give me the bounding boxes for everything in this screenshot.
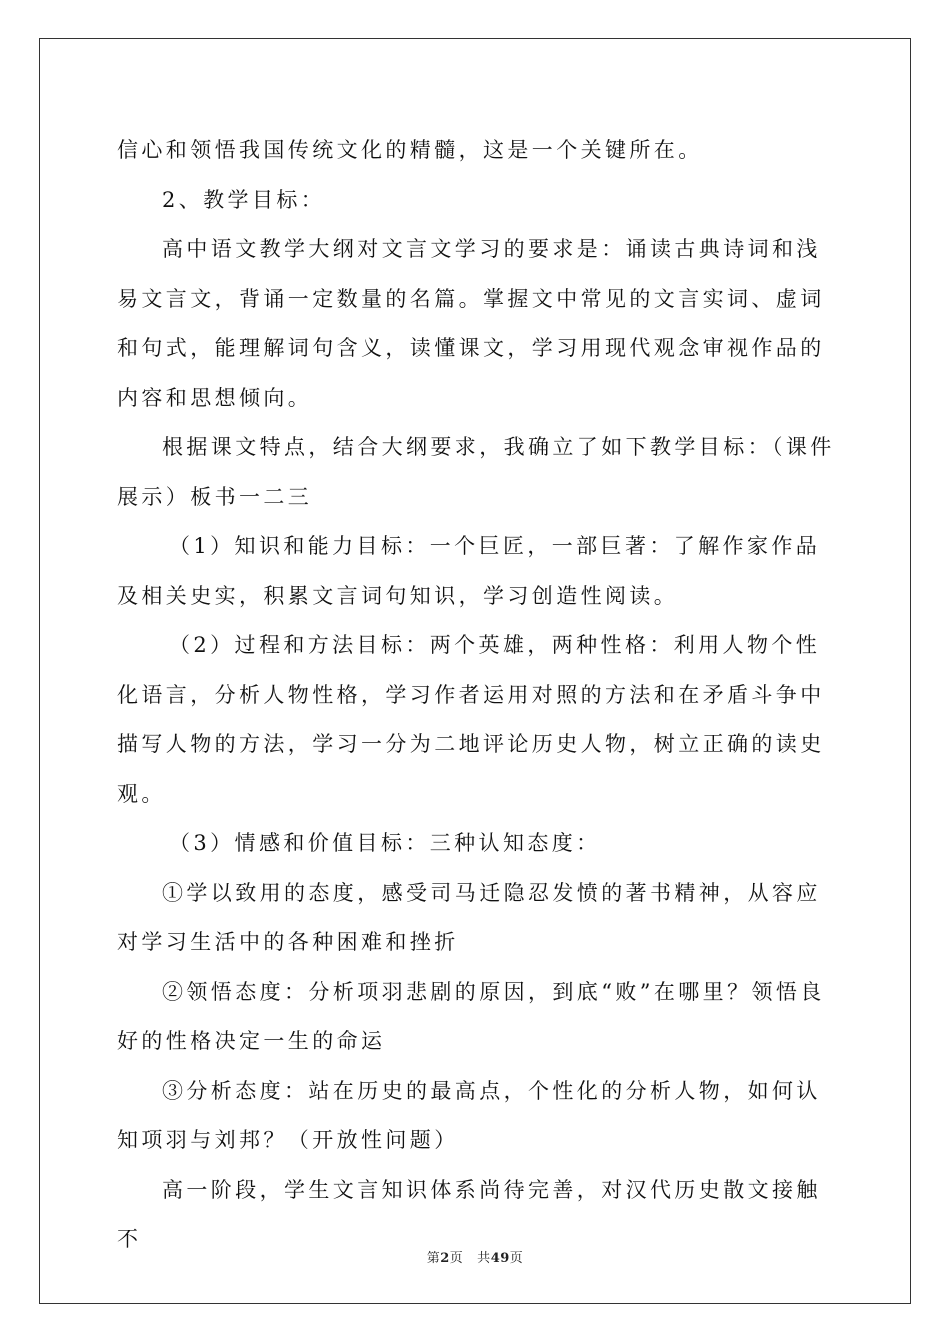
paragraph-student-analysis: 高一阶段，学生文言知识体系尚待完善，对汉代历史散文接触不 — [117, 1177, 821, 1251]
attitude-item-2: ②领悟态度：分析项羽悲剧的原因，到底“败”在哪里？领悟良好的性格决定一生的命运 — [117, 979, 825, 1053]
goal-knowledge-ability: （1）知识和能力目标：一个巨匠，一部巨著：了解作家作品及相关史实，积累文言词句知识，学习创造性阅读。 — [117, 534, 821, 608]
footer-page-number: 2 — [440, 1251, 450, 1266]
goal-process-method: （2）过程和方法目标：两个英雄，两种性格：利用人物个性化语言，分析人物性格，学习作者运用对照的方法和在矛盾斗争中描写人物的方法，学习一分为二地评论历史人物，树立正确的读史观。 — [117, 633, 825, 806]
paragraph-goals-intro: 根据课文特点，结合大纲要求，我确立了如下教学目标：（课件展示）板书一二三 — [117, 435, 835, 509]
paragraph-continuation: 信心和领悟我国传统文化的精髓，这是一个关键所在。 — [117, 138, 703, 162]
footer-page-suffix: 页 — [449, 1251, 464, 1266]
attitude-item-1: ①学以致用的态度，感受司马迁隐忍发愤的著书精神，从容应对学习生活中的各种困难和挫折 — [117, 880, 821, 954]
footer-total-prefix: 共 — [477, 1251, 491, 1266]
page-footer — [0, 1247, 950, 1266]
document-body — [117, 126, 837, 1265]
section-heading-teaching-goals: 2、教学目标： — [162, 187, 326, 212]
attitude-item-3: ③分析态度：站在历史的最高点，个性化的分析人物，如何认知项羽与刘邦？（开放性问题） — [117, 1078, 821, 1152]
footer-total-suffix: 页 — [509, 1251, 524, 1266]
goal-emotion-value: （3）情感和价值目标：三种认知态度： — [169, 831, 601, 855]
paragraph-syllabus-requirements: 高中语文教学大纲对文言文学习的要求是：诵读古典诗词和浅易文言文，背诵一定数量的名篇。掌握文中常见的文言实词、虚词和句式，能理解词句含义，读懂课文，学习用现代观念审视作品的内容和思想倾向。 — [117, 237, 825, 410]
footer-total-pages: 49 — [490, 1251, 510, 1266]
footer-prefix: 第 — [426, 1251, 441, 1266]
